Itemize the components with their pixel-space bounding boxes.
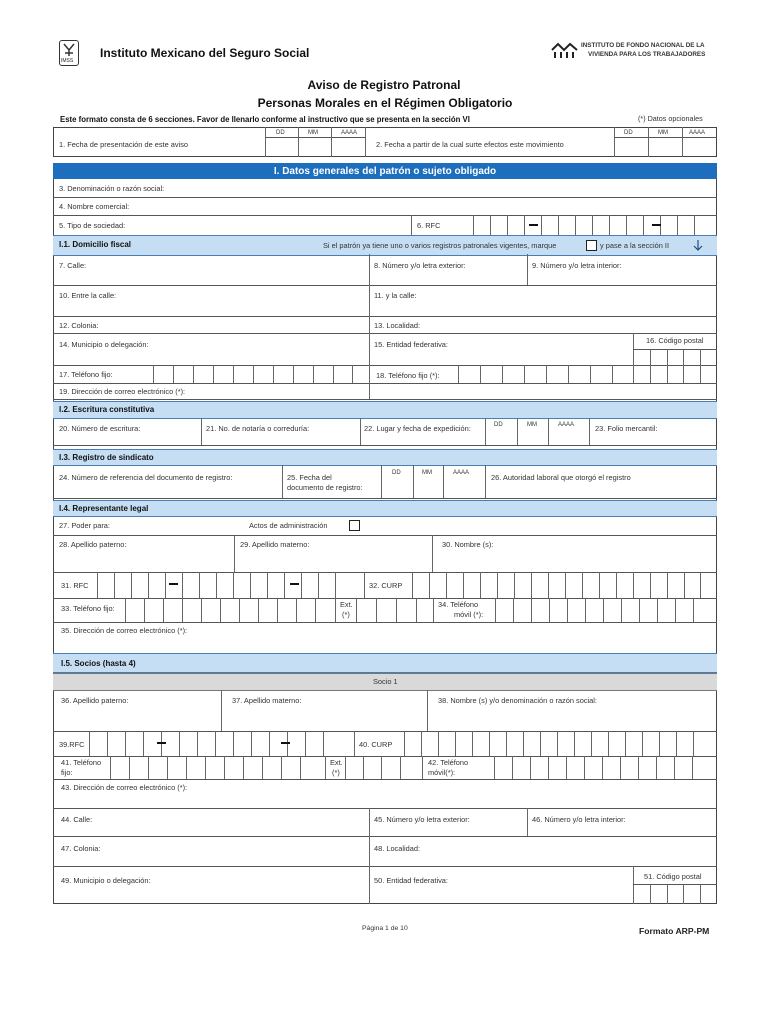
actos-checkbox[interactable] [349,520,360,531]
field-30-input[interactable] [433,551,716,571]
field-51-input[interactable] [634,885,716,903]
page-number: Página 1 de 10 [362,925,408,932]
field-42-label-a: 42. Teléfono [428,758,469,767]
date22-mm: MM [527,422,537,428]
section-1-1-note-b: y pase a la sección II [600,241,670,250]
field-28-input[interactable] [54,551,233,571]
field-51-label: 51. Código postal [644,872,702,881]
section-1-2-header [53,401,717,419]
field-13-label: 13. Localidad: [374,321,421,330]
section-1-5-header [53,653,717,673]
field-42-label-b: móvil(*): [428,768,456,777]
field-46-input[interactable] [528,826,716,835]
field-5-input[interactable] [140,216,406,234]
field-8-label: 8. Número y/o letra exterior: [374,261,466,270]
field-11-input[interactable] [370,302,716,315]
section-1-title: I. Datos generales del patrón o sujeto obligado [273,166,497,177]
field-33-input[interactable] [125,599,335,621]
field-35-label: 35. Dirección de correo electrónico (*): [61,626,188,635]
field-38-input[interactable] [428,707,716,730]
form-title: Aviso de Registro Patronal [307,78,461,92]
field-19-label: 19. Dirección de correo electrónico (*): [59,387,186,396]
field-47-input[interactable] [54,855,368,865]
field-35-input[interactable] [210,623,716,643]
date1-input[interactable] [266,138,365,156]
date22-dd: DD [494,422,503,428]
section-1-1-title: I.1. Domicilio fiscal [59,240,132,249]
field-29-input[interactable] [235,551,431,571]
field-42-input[interactable] [494,757,716,778]
field-45-label: 45. Número y/o letra exterior: [374,815,470,824]
field-3-input[interactable] [180,180,716,196]
field-21-input[interactable] [202,434,359,444]
date2-mm: MM [658,130,668,136]
field-43-label: 43. Dirección de correo electrónico (*): [61,783,188,792]
form-subtitle: Personas Morales en el Régimen Obligatorio [257,96,513,110]
infonavit-line1: INSTITUTO DE FONDO NACIONAL DE LA [581,42,705,49]
field-7-input[interactable] [54,272,368,284]
field-25-date-input[interactable] [382,480,484,497]
section-1-1-header [53,235,717,256]
field-38-label: 38. Nombre (s) y/o denominación o razón social: [438,696,597,705]
ext-input-1[interactable] [357,599,432,621]
date25-dd: DD [392,470,401,476]
field-37-input[interactable] [222,707,426,730]
field-4-label: 4. Nombre comercial: [59,202,130,211]
curp-grid-2[interactable] [404,732,716,755]
field-48-label: 48. Localidad: [374,844,421,853]
field-40-label: 40. CURP [359,740,393,749]
field-16-input[interactable] [634,350,716,364]
field-41-label-a: 41. Teléfono [61,758,102,767]
field-22-date-input[interactable] [486,432,588,444]
field-31-label: 31. RFC [61,581,89,590]
field-21-label: 21. No. de notaría o correduría: [206,424,310,433]
field-48-input[interactable] [370,855,716,865]
field-18-label: 18. Teléfono fijo (*): [376,371,440,380]
optional-note: (*) Datos opcionales [638,114,703,123]
field-37-label: 37. Apellido materno: [232,696,302,705]
section-1-1-note: Si el patrón ya tiene uno o varios registros patronales vigentes, marque [323,241,557,250]
date1-aaaa: AAAA [341,130,358,136]
field-3-label: 3. Denominación o razón social: [59,184,165,193]
field-50-label: 50. Entidad federativa: [374,876,448,885]
imss-name: Instituto Mexicano del Seguro Social [100,46,310,60]
field-34-label-a: 34. Teléfono [438,600,479,609]
arrow-down-icon [693,239,703,251]
field-17-input[interactable] [153,366,368,382]
field-14-label: 14. Municipio o delegación: [59,340,149,349]
field-44-input[interactable] [54,826,368,835]
field-30-label: 30. Nombre (s): [442,540,494,549]
field-17-label: 17. Teléfono fijo: [59,370,113,379]
curp-grid-1[interactable] [412,573,716,597]
ext-input-2[interactable] [346,757,421,778]
field-8-input[interactable] [370,272,526,284]
imss-logo [59,40,79,66]
field-32-label: 32. CURP [369,581,403,590]
field-19-input[interactable] [210,384,716,398]
field-49-input[interactable] [54,887,368,903]
field-27-label: 27. Poder para: [59,521,110,530]
field-28-label: 28. Apellido paterno: [59,540,127,549]
field-10-input[interactable] [54,302,368,315]
form-code: Formato ARP-PM [639,926,710,936]
field-15-input[interactable] [370,351,632,364]
instructions: Este formato consta de 6 secciones. Favor de llenarlo conforme al instructivo que se presenta en la sección VI [60,115,470,124]
field-23-input[interactable] [590,434,716,444]
field-46-label: 46. Número y/o letra interior: [532,815,626,824]
field-1-label: 1. Fecha de presentación de este aviso [59,140,189,149]
ext-label-b: (*) [342,610,350,619]
imss-logo-text: IMSS [61,58,74,64]
field-44-label: 44. Calle: [61,815,93,824]
field-6-label: 6. RFC [417,221,441,230]
field-9-label: 9. Número y/o letra interior: [532,261,622,270]
field-20-input[interactable] [54,434,200,444]
date2-dd: DD [624,130,633,136]
field-25-label-b: documento de registro: [287,483,363,492]
field-18-input[interactable] [458,366,716,382]
houses-icon [551,40,578,60]
field-45-input[interactable] [370,826,526,835]
field-14-input[interactable] [54,351,368,364]
date2-input[interactable] [615,138,716,156]
field-41-input[interactable] [110,757,325,778]
date2-aaaa: AAAA [689,130,706,136]
field-43-input[interactable] [54,794,716,807]
rfc-grid-3[interactable] [89,732,354,755]
field-25-label-a: 25. Fecha del [287,473,332,482]
field-33-label: 33. Teléfono fijo: [61,604,115,613]
field-2-label: 2. Fecha a partir de la cual surte efectos este movimiento [376,140,564,149]
field-22-label: 22. Lugar y fecha de expedición: [364,424,471,433]
section-1-3-header [53,449,717,466]
date1-mm: MM [308,130,318,136]
field-34-label-b: móvil (*): [454,610,484,619]
field-24-input[interactable] [54,484,281,497]
actos-label: Actos de administración [249,521,328,530]
field-12-input[interactable] [110,317,368,332]
section-1-2-title: I.2. Escritura constitutiva [59,405,155,414]
field-9-input[interactable] [528,272,716,284]
infonavit-line2: VIVIENDA PARA LOS TRABAJADORES [588,51,706,58]
field-5-label: 5. Tipo de sociedad: [59,221,126,230]
section-1-5-title: I.5. Socios (hasta 4) [61,659,136,668]
field-26-input[interactable] [486,484,716,497]
field-36-input[interactable] [54,707,220,730]
field-50-input[interactable] [370,887,632,903]
field-24-label: 24. Número de referencia del documento de registro: [59,473,233,482]
has-registry-checkbox[interactable] [586,240,597,251]
section-1-4-header [53,500,717,517]
eagle-icon [60,41,78,58]
field-15-label: 15. Entidad federativa: [374,340,448,349]
field-39-label: 39.RFC [59,740,85,749]
field-23-label: 23. Folio mercantil: [595,424,658,433]
date22-aaaa: AAAA [558,422,575,428]
field-16-label: 16. Código postal [646,336,704,345]
ext-label-2b: (*) [332,768,340,777]
field-26-label: 26. Autoridad laboral que otorgó el registro [491,473,631,482]
field-7-label: 7. Calle: [59,261,87,270]
field-13-input[interactable] [430,317,716,332]
ext-label-2a: Ext. [330,758,343,767]
field-11-label: 11. y la calle: [374,291,417,300]
date1-dd: DD [276,130,285,136]
section-1-4-title: I.4. Representante legal [59,504,149,513]
field-4-input[interactable] [150,198,716,214]
ext-label-a: Ext. [340,600,353,609]
socio-1-title: Socio 1 [373,677,398,686]
field-10-label: 10. Entre la calle: [59,291,117,300]
field-36-label: 36. Apellido paterno: [61,696,129,705]
field-12-label: 12. Colonia: [59,321,99,330]
field-20-label: 20. Número de escritura: [59,424,141,433]
section-1-3-title: I.3. Registro de sindicato [59,453,154,462]
field-47-label: 47. Colonia: [61,844,101,853]
field-41-label-b: fijo: [61,768,73,777]
field-29-label: 29. Apellido materno: [240,540,310,549]
rfc-grid-2[interactable] [97,573,364,597]
rfc-grid-1[interactable] [473,215,717,235]
field-49-label: 49. Municipio o delegación: [61,876,151,885]
date25-mm: MM [422,470,432,476]
field-34-input[interactable] [495,599,716,621]
date25-aaaa: AAAA [453,470,470,476]
infonavit-logo [551,40,578,60]
